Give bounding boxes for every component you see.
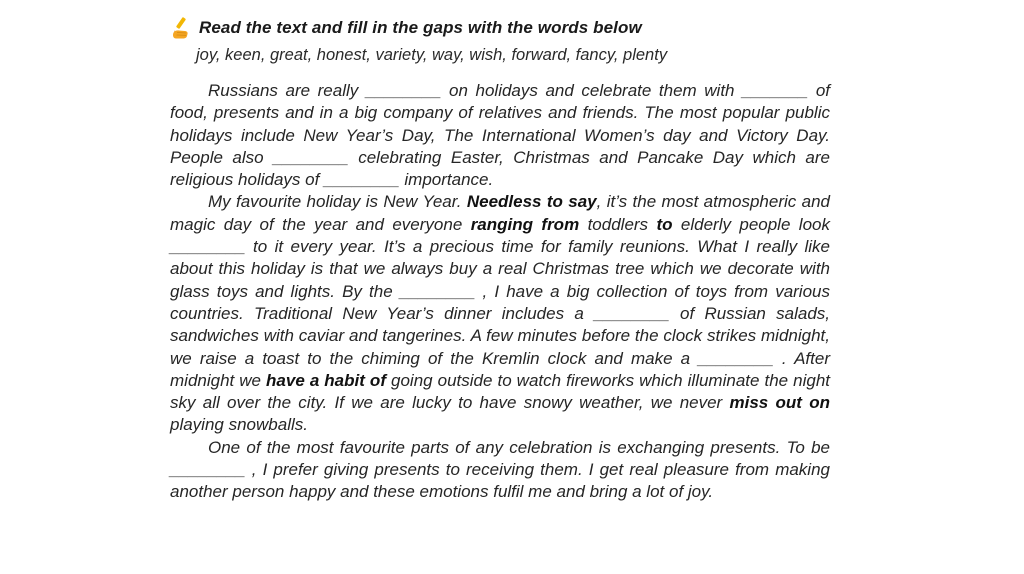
worksheet <box>170 14 830 504</box>
bold-phrase: to <box>656 214 673 234</box>
bold-phrase: Needless to say <box>466 192 597 212</box>
paragraph <box>170 437 830 504</box>
word-bank: joy, keen, great, honest, variety, way, wish, forward, fancy, plenty <box>196 46 668 64</box>
text-segment: My favourite holiday is New Year. <box>208 192 467 212</box>
bold-phrase: ranging from <box>470 214 580 234</box>
paragraph <box>170 191 830 436</box>
task-header <box>170 14 830 42</box>
writing-hand-icon <box>170 16 194 40</box>
bold-phrase: have a habit of <box>266 370 386 390</box>
passage <box>170 80 830 504</box>
bold-phrase: miss out on <box>729 393 830 413</box>
task-title: Read the text and fill in the gaps with the words below <box>199 18 642 37</box>
text-segment: Russians are really ________ on holidays and celebrate them with _______ of food, presents and in a big company of relatives and friends. The most popular public holidays include New Year’s Day, The International Women’s day and Victory Day. People also ________ celebrating Easter, Christmas and Pancake Day which are religious holidays of ________ importance. <box>170 81 830 190</box>
text-segment: going outside to watch fireworks which illuminate the night sky all over the city. If we are lucky to have snowy weather, we never <box>170 370 830 413</box>
text-segment: elderly people look ________ to it every year. It’s a precious time for family reunions. What I really like about this holiday is that we always buy a real Christmas tree which we decorate with glass toys and lights. By the ________ , I have a big collection of toys from various countries. Traditional New Year’s dinner includes a ________ of Russian salads, sandwiches with caviar and tangerines. A few minutes before the clock strikes midnight, we raise a toast to the chiming of the Kremlin clock and make a ________ . After midnight we <box>170 214 830 390</box>
text-segment: playing snowballs. <box>170 415 308 435</box>
text-segment: , it’s the most atmospheric and magic day of the year and everyone <box>170 192 830 234</box>
paragraph <box>170 80 830 191</box>
text-segment: One of the most favourite parts of any celebration is exchanging presents. To be ________ , I prefer giving presents to receiving them. I get real pleasure from making another person happy and these emotions fulfil me and bring a lot of joy. <box>170 437 830 502</box>
text-segment: toddlers <box>579 214 657 234</box>
